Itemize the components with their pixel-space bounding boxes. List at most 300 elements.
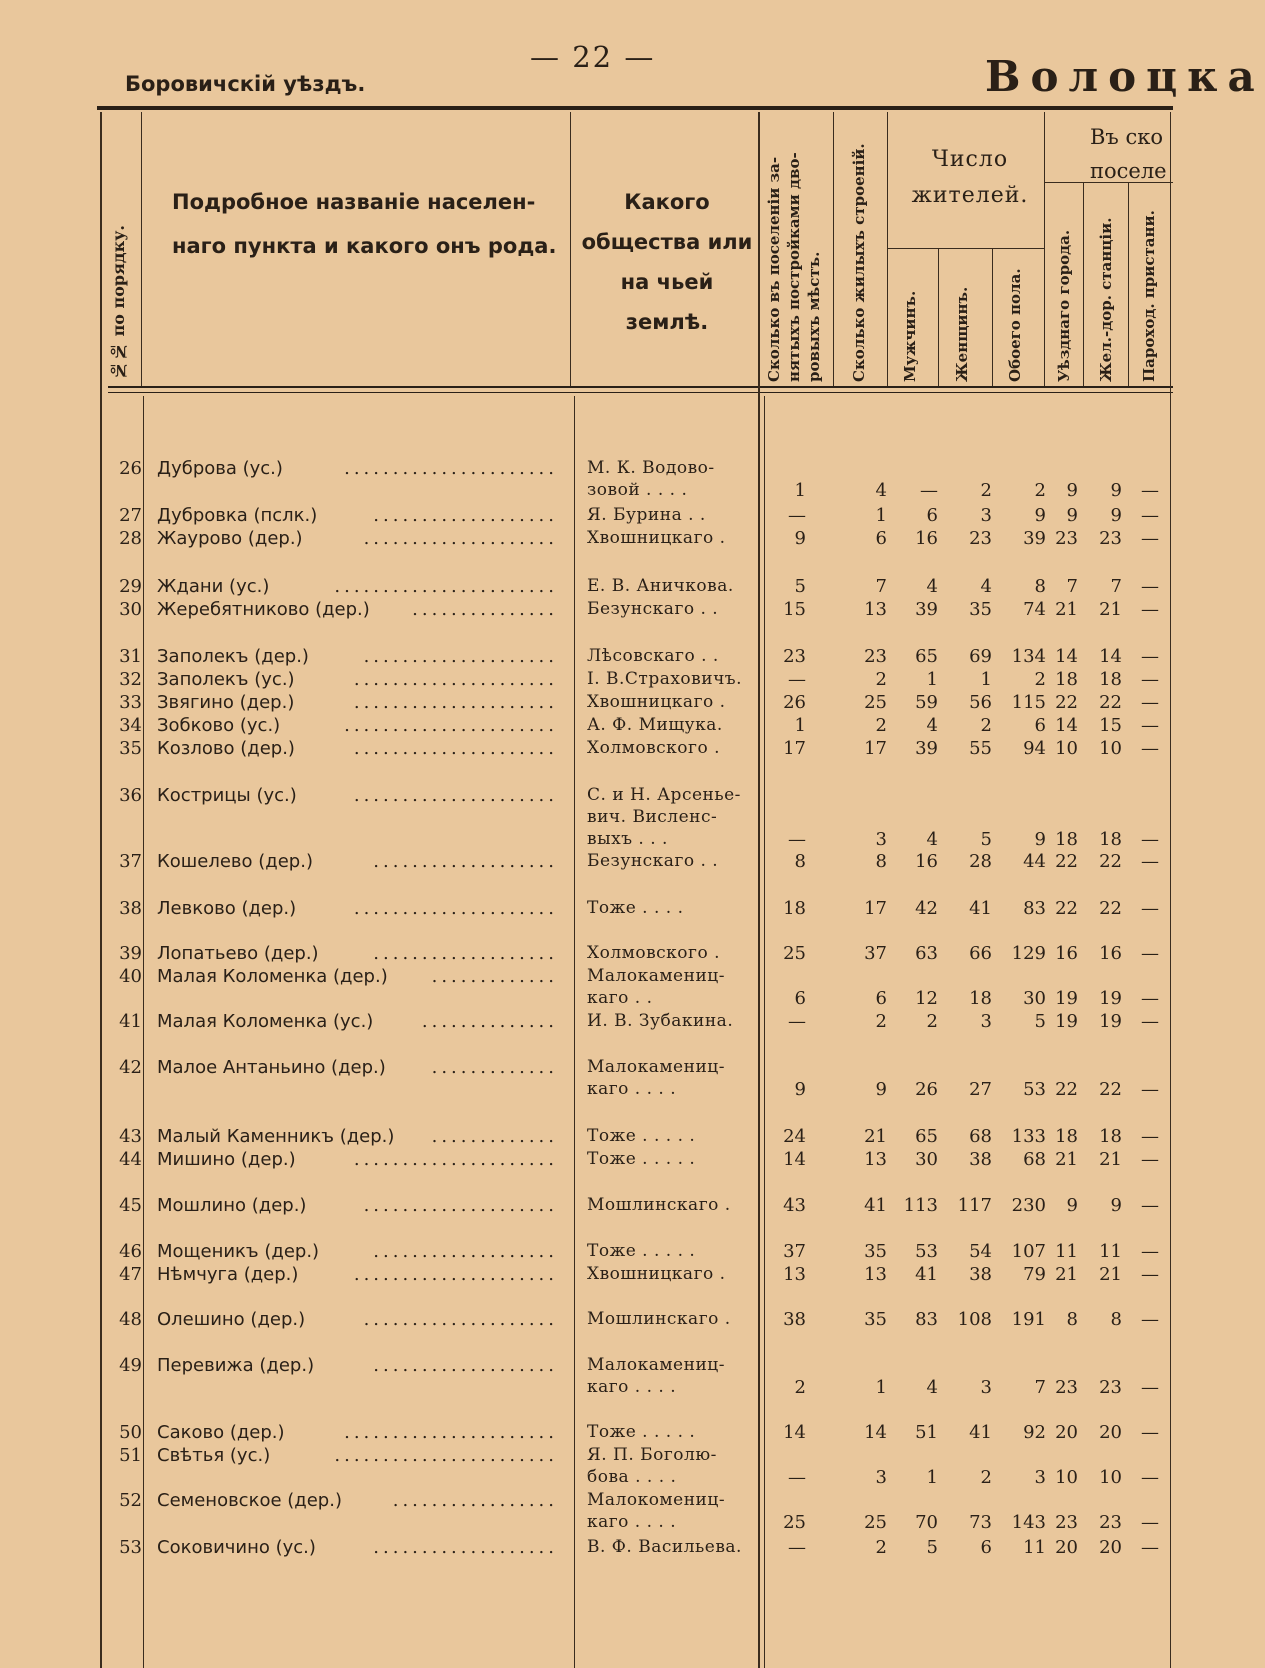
plots-value: —: [788, 1011, 806, 1032]
dot-leader: ...................: [373, 851, 558, 872]
rail-distance: 7: [1110, 576, 1122, 597]
pier-distance: —: [1141, 1195, 1159, 1216]
row-number: 29: [119, 576, 142, 597]
rail-distance: 22: [1099, 1079, 1122, 1100]
header-inhabitants-text: Число жителей.: [911, 147, 1029, 208]
women-value: 41: [969, 1422, 992, 1443]
pier-distance: —: [1141, 829, 1159, 850]
owner-line: Тоже . . . .: [587, 898, 684, 918]
men-value: 39: [915, 738, 938, 759]
men-value: 70: [915, 1512, 938, 1533]
both-value: 79: [1023, 1264, 1046, 1285]
both-value: 2: [1034, 669, 1046, 690]
dot-leader: .......................: [334, 1445, 558, 1466]
dot-leader: .............: [431, 966, 558, 987]
row-number: 38: [119, 898, 142, 919]
women-value: 56: [969, 692, 992, 713]
both-value: 129: [1011, 943, 1046, 964]
owner-line: М. К. Водово-: [587, 458, 715, 478]
buildings-value: 13: [864, 1264, 887, 1285]
pier-distance: —: [1141, 943, 1159, 964]
header-distance-text: Въ ско поселе: [1090, 125, 1167, 183]
both-value: 191: [1011, 1309, 1046, 1330]
buildings-value: 14: [864, 1422, 887, 1443]
buildings-value: 17: [864, 898, 887, 919]
buildings-value: 2: [875, 1537, 887, 1558]
women-value: 6: [980, 1537, 992, 1558]
women-value: 1: [980, 669, 992, 690]
men-value: 113: [903, 1195, 938, 1216]
town-distance: 23: [1055, 1512, 1078, 1533]
rail-distance: 19: [1099, 1011, 1122, 1032]
plots-value: —: [788, 1537, 806, 1558]
plots-value: 14: [783, 1422, 806, 1443]
plots-value: 38: [783, 1309, 806, 1330]
both-value: 30: [1023, 988, 1046, 1009]
owner-line: Тоже . . . . .: [587, 1126, 696, 1146]
dot-leader: ...................: [373, 1241, 558, 1262]
women-value: 23: [969, 528, 992, 549]
buildings-value: 4: [875, 480, 887, 501]
rail-distance: 8: [1110, 1309, 1122, 1330]
men-value: 59: [915, 692, 938, 713]
header-distance: [1090, 120, 1173, 188]
dot-leader: ...................: [373, 943, 558, 964]
both-value: 2: [1034, 480, 1046, 501]
dot-leader: ...................: [373, 1537, 558, 1558]
settlement-name: Саково (дер.): [157, 1422, 285, 1443]
settlement-name: Заполекъ (ус.): [157, 669, 295, 690]
town-distance: 19: [1055, 1011, 1078, 1032]
both-value: 107: [1011, 1241, 1046, 1262]
row-number: 47: [119, 1264, 142, 1285]
plots-value: —: [788, 829, 806, 850]
both-value: 143: [1011, 1512, 1046, 1533]
row-number: 32: [119, 669, 142, 690]
town-distance: 7: [1066, 576, 1078, 597]
col-line: [1128, 182, 1129, 386]
rail-distance: 20: [1099, 1422, 1122, 1443]
pier-distance: —: [1141, 505, 1159, 526]
men-value: 1: [926, 1467, 938, 1488]
plots-value: 9: [794, 1079, 806, 1100]
town-distance: 23: [1055, 528, 1078, 549]
pier-distance: —: [1141, 1079, 1159, 1100]
settlement-name: Малое Антаньино (дер.): [157, 1057, 386, 1078]
pier-distance: —: [1141, 599, 1159, 620]
rail-distance: 14: [1099, 646, 1122, 667]
men-value: 12: [915, 988, 938, 1009]
town-distance: 16: [1055, 943, 1078, 964]
owner-line: вич. Висленс-: [587, 807, 718, 827]
header-inhabitants: [900, 142, 1040, 214]
women-value: 108: [957, 1309, 992, 1330]
buildings-value: 13: [864, 599, 887, 620]
women-value: 35: [969, 599, 992, 620]
town-distance: 19: [1055, 988, 1078, 1009]
both-value: 92: [1023, 1422, 1046, 1443]
dot-leader: ...................: [373, 505, 558, 526]
town-distance: 14: [1055, 646, 1078, 667]
plots-value: 26: [783, 692, 806, 713]
settlement-name: Кошелево (дер.): [157, 851, 313, 872]
dot-leader: ..............: [421, 1011, 558, 1032]
men-value: 4: [926, 715, 938, 736]
owner-line: Малокамениц-: [587, 1355, 725, 1375]
owner-line: Тоже . . . . .: [587, 1149, 696, 1169]
col-line: [100, 112, 102, 1668]
both-value: 3: [1034, 1467, 1046, 1488]
plots-value: —: [788, 669, 806, 690]
women-value: 54: [969, 1241, 992, 1262]
buildings-value: 17: [864, 738, 887, 759]
row-number: 34: [119, 715, 142, 736]
buildings-value: 2: [875, 1011, 887, 1032]
settlement-name: Мошлино (дер.): [157, 1195, 307, 1216]
row-number: 28: [119, 528, 142, 549]
col-line: [574, 396, 575, 1668]
row-number: 51: [119, 1445, 142, 1466]
settlement-name: Малый Каменникъ (дер.): [157, 1126, 395, 1147]
rail-distance: 23: [1099, 1377, 1122, 1398]
town-distance: 21: [1055, 599, 1078, 620]
town-distance: 11: [1055, 1241, 1078, 1262]
women-value: 68: [969, 1126, 992, 1147]
both-value: 134: [1011, 646, 1046, 667]
dot-leader: .....................: [353, 738, 558, 759]
settlement-name: Кострицы (ус.): [157, 785, 297, 806]
women-value: 69: [969, 646, 992, 667]
row-number: 36: [119, 785, 142, 806]
col-line: [992, 248, 993, 386]
plots-value: 17: [783, 738, 806, 759]
men-value: 30: [915, 1149, 938, 1170]
pier-distance: —: [1141, 715, 1159, 736]
both-value: 9: [1034, 829, 1046, 850]
dot-leader: ....................: [363, 528, 558, 549]
row-number: 46: [119, 1241, 142, 1262]
both-value: 44: [1023, 851, 1046, 872]
plots-value: —: [788, 505, 806, 526]
rail-distance: 18: [1099, 669, 1122, 690]
row-number: 30: [119, 599, 142, 620]
dot-leader: .....................: [353, 785, 558, 806]
settlement-name: Соковичино (ус.): [157, 1537, 316, 1558]
men-value: —: [920, 480, 938, 501]
town-distance: 21: [1055, 1264, 1078, 1285]
women-value: 18: [969, 988, 992, 1009]
row-number: 40: [119, 966, 142, 987]
rail-distance: 18: [1099, 829, 1122, 850]
settlement-name: Левково (дер.): [157, 898, 297, 919]
plots-value: 1: [794, 480, 806, 501]
buildings-value: 8: [875, 851, 887, 872]
dot-leader: .......................: [334, 576, 558, 597]
dot-leader: ....................: [363, 1309, 558, 1330]
rail-distance: 9: [1110, 1195, 1122, 1216]
header-both: Обоего пола.: [1006, 268, 1024, 382]
settlement-name: Малая Коломенка (дер.): [157, 966, 388, 987]
header-owner: [577, 182, 757, 342]
pier-distance: —: [1141, 1264, 1159, 1285]
header-name-text: Подробное названіе населен- наго пункта и какого онъ рода.: [172, 190, 557, 258]
owner-line: Хвошницкаго .: [587, 1264, 726, 1284]
row-number: 35: [119, 738, 142, 759]
town-distance: 20: [1055, 1422, 1078, 1443]
owner-line: Малокомениц-: [587, 1490, 726, 1510]
settlement-name: Лопатьево (дер.): [157, 943, 319, 964]
owner-line: Лѣсовскаго . .: [587, 646, 719, 666]
row-number: 48: [119, 1309, 142, 1330]
col-line: [833, 112, 834, 386]
plots-value: 23: [783, 646, 806, 667]
both-value: 83: [1023, 898, 1046, 919]
pier-distance: —: [1141, 1149, 1159, 1170]
town-distance: 22: [1055, 1079, 1078, 1100]
plots-value: 6: [794, 988, 806, 1009]
both-value: 68: [1023, 1149, 1046, 1170]
owner-line: Тоже . . . . .: [587, 1241, 696, 1261]
buildings-value: 2: [875, 669, 887, 690]
women-value: 5: [980, 829, 992, 850]
pier-distance: —: [1141, 1126, 1159, 1147]
row-number: 37: [119, 851, 142, 872]
dot-leader: .................: [392, 1490, 558, 1511]
settlement-name: Свѣтья (ус.): [157, 1445, 271, 1466]
row-number: 52: [119, 1490, 142, 1511]
both-value: 115: [1011, 692, 1046, 713]
header-plots: Сколько въ поселеніи за- нятыхъ постройками дво- ровыхъ мѣстъ.: [765, 152, 823, 382]
town-distance: 22: [1055, 851, 1078, 872]
header-no: №№ по порядку.: [109, 225, 128, 380]
row-number: 42: [119, 1057, 142, 1078]
women-value: 3: [980, 1011, 992, 1032]
header-town: Уѣзднаго города.: [1055, 229, 1073, 382]
buildings-value: 13: [864, 1149, 887, 1170]
pier-distance: —: [1141, 692, 1159, 713]
rail-distance: 21: [1099, 599, 1122, 620]
men-value: 16: [915, 528, 938, 549]
buildings-value: 41: [864, 1195, 887, 1216]
header-pier: Пароход. пристани.: [1140, 210, 1158, 382]
both-value: 53: [1023, 1079, 1046, 1100]
row-number: 31: [119, 646, 142, 667]
pier-distance: —: [1141, 646, 1159, 667]
plots-value: —: [788, 1467, 806, 1488]
men-value: 6: [926, 505, 938, 526]
both-value: 94: [1023, 738, 1046, 759]
men-value: 53: [915, 1241, 938, 1262]
owner-line: Е. В. Аничкова.: [587, 576, 734, 596]
pier-distance: —: [1141, 1467, 1159, 1488]
owner-line: Хвошницкаго .: [587, 692, 726, 712]
rail-distance: 20: [1099, 1537, 1122, 1558]
women-value: 73: [969, 1512, 992, 1533]
dot-leader: .....................: [353, 669, 558, 690]
settlement-name: Мощеникъ (дер.): [157, 1241, 320, 1262]
dot-leader: ....................: [363, 646, 558, 667]
men-value: 65: [915, 646, 938, 667]
col-line: [1170, 112, 1171, 1668]
men-value: 51: [915, 1422, 938, 1443]
buildings-value: 1: [875, 505, 887, 526]
buildings-value: 21: [864, 1126, 887, 1147]
owner-line: Холмовского .: [587, 943, 720, 963]
women-value: 2: [980, 480, 992, 501]
buildings-value: 3: [875, 829, 887, 850]
owner-line: Малокамениц-: [587, 1057, 725, 1077]
dot-leader: .............: [431, 1126, 558, 1147]
dot-leader: ....................: [363, 1195, 558, 1216]
row-number: 39: [119, 943, 142, 964]
both-value: 133: [1011, 1126, 1046, 1147]
subheader-rule: [887, 248, 1044, 249]
women-value: 4: [980, 576, 992, 597]
col-line: [570, 112, 571, 386]
rail-distance: 23: [1099, 528, 1122, 549]
pier-distance: —: [1141, 1512, 1159, 1533]
owner-line: каго . . . .: [587, 1512, 677, 1532]
owner-line: каго . . . .: [587, 1079, 677, 1099]
settlement-name: Дубровка (пслк.): [157, 505, 318, 526]
district-title: Боровичскій уѣздъ.: [125, 72, 366, 96]
col-line: [143, 396, 144, 1668]
settlement-name: Заполекъ (дер.): [157, 646, 309, 667]
rail-distance: 10: [1099, 1467, 1122, 1488]
owner-line: И. В. Зубакина.: [587, 1011, 734, 1031]
owner-line: Я. Бурина . .: [587, 505, 706, 525]
header-name: [172, 180, 562, 268]
town-distance: 9: [1066, 505, 1078, 526]
men-value: 1: [926, 669, 938, 690]
women-value: 41: [969, 898, 992, 919]
dot-leader: ......................: [344, 715, 558, 736]
header-buildings: Сколько жилыхъ строеній.: [850, 143, 868, 382]
col-line: [1083, 182, 1084, 386]
buildings-value: 3: [875, 1467, 887, 1488]
row-number: 41: [119, 1011, 142, 1032]
both-value: 230: [1011, 1195, 1046, 1216]
women-value: 2: [980, 1467, 992, 1488]
settlement-name: Зобково (ус.): [157, 715, 281, 736]
buildings-value: 9: [875, 1079, 887, 1100]
rail-distance: 18: [1099, 1126, 1122, 1147]
settlement-name: Дуброва (ус.): [157, 458, 283, 479]
buildings-value: 25: [864, 692, 887, 713]
owner-line: Безунскаго . .: [587, 599, 719, 619]
settlement-name: Семеновское (дер.): [157, 1490, 342, 1511]
women-value: 38: [969, 1149, 992, 1170]
pier-distance: —: [1141, 898, 1159, 919]
town-distance: 22: [1055, 692, 1078, 713]
men-value: 2: [926, 1011, 938, 1032]
buildings-value: 1: [875, 1377, 887, 1398]
dot-leader: ......................: [344, 458, 558, 479]
header-bottom-rule: [108, 386, 1173, 388]
owner-line: Холмовского .: [587, 738, 720, 758]
dot-leader: ......................: [344, 1422, 558, 1443]
buildings-value: 6: [875, 988, 887, 1009]
women-value: 3: [980, 505, 992, 526]
row-number: 53: [119, 1537, 142, 1558]
row-number: 45: [119, 1195, 142, 1216]
owner-line: Малокамениц-: [587, 966, 725, 986]
town-distance: 23: [1055, 1377, 1078, 1398]
plots-value: 8: [794, 851, 806, 872]
town-distance: 9: [1066, 480, 1078, 501]
page-number: — 22 —: [530, 40, 656, 74]
women-value: 28: [969, 851, 992, 872]
buildings-value: 25: [864, 1512, 887, 1533]
pier-distance: —: [1141, 1011, 1159, 1032]
buildings-value: 37: [864, 943, 887, 964]
town-distance: 14: [1055, 715, 1078, 736]
plots-value: 25: [783, 1512, 806, 1533]
dot-leader: .....................: [353, 1149, 558, 1170]
plots-value: 25: [783, 943, 806, 964]
men-value: 41: [915, 1264, 938, 1285]
settlement-name: Перевижа (дер.): [157, 1355, 315, 1376]
settlement-name: Малая Коломенка (ус.): [157, 1011, 374, 1032]
owner-line: Мошлинскаго .: [587, 1195, 731, 1215]
rail-distance: 21: [1099, 1149, 1122, 1170]
dot-leader: .....................: [353, 692, 558, 713]
men-value: 4: [926, 829, 938, 850]
women-value: 117: [957, 1195, 992, 1216]
men-value: 4: [926, 576, 938, 597]
volost-title: Волоцка: [985, 52, 1265, 101]
town-distance: 21: [1055, 1149, 1078, 1170]
owner-line: Я. П. Боголю-: [587, 1445, 717, 1465]
row-number: 33: [119, 692, 142, 713]
owner-line: С. и Н. Арсенье-: [587, 785, 741, 805]
men-value: 39: [915, 599, 938, 620]
women-value: 38: [969, 1264, 992, 1285]
rail-distance: 15: [1099, 715, 1122, 736]
plots-value: 37: [783, 1241, 806, 1262]
owner-line: выхъ . . .: [587, 829, 668, 849]
dot-leader: ...............: [412, 599, 558, 620]
row-number: 50: [119, 1422, 142, 1443]
men-value: 16: [915, 851, 938, 872]
pier-distance: —: [1141, 480, 1159, 501]
men-value: 26: [915, 1079, 938, 1100]
pier-distance: —: [1141, 1422, 1159, 1443]
both-value: 39: [1023, 528, 1046, 549]
row-number: 27: [119, 505, 142, 526]
plots-value: 5: [794, 576, 806, 597]
men-value: 4: [926, 1377, 938, 1398]
dot-leader: ...................: [373, 1355, 558, 1376]
dot-leader: .....................: [353, 898, 558, 919]
town-distance: 9: [1066, 1195, 1078, 1216]
settlement-name: Жеребятниково (дер.): [157, 599, 370, 620]
buildings-value: 6: [875, 528, 887, 549]
col-line: [1044, 112, 1045, 386]
women-value: 55: [969, 738, 992, 759]
both-value: 9: [1034, 505, 1046, 526]
dot-leader: .....................: [353, 1264, 558, 1285]
plots-value: 43: [783, 1195, 806, 1216]
buildings-value: 2: [875, 715, 887, 736]
owner-line: А. Ф. Мищука.: [587, 715, 723, 735]
rail-distance: 22: [1099, 898, 1122, 919]
settlement-name: Олешино (дер.): [157, 1309, 306, 1330]
owner-line: каго . .: [587, 988, 653, 1008]
plots-value: 24: [783, 1126, 806, 1147]
pier-distance: —: [1141, 528, 1159, 549]
buildings-value: 23: [864, 646, 887, 667]
